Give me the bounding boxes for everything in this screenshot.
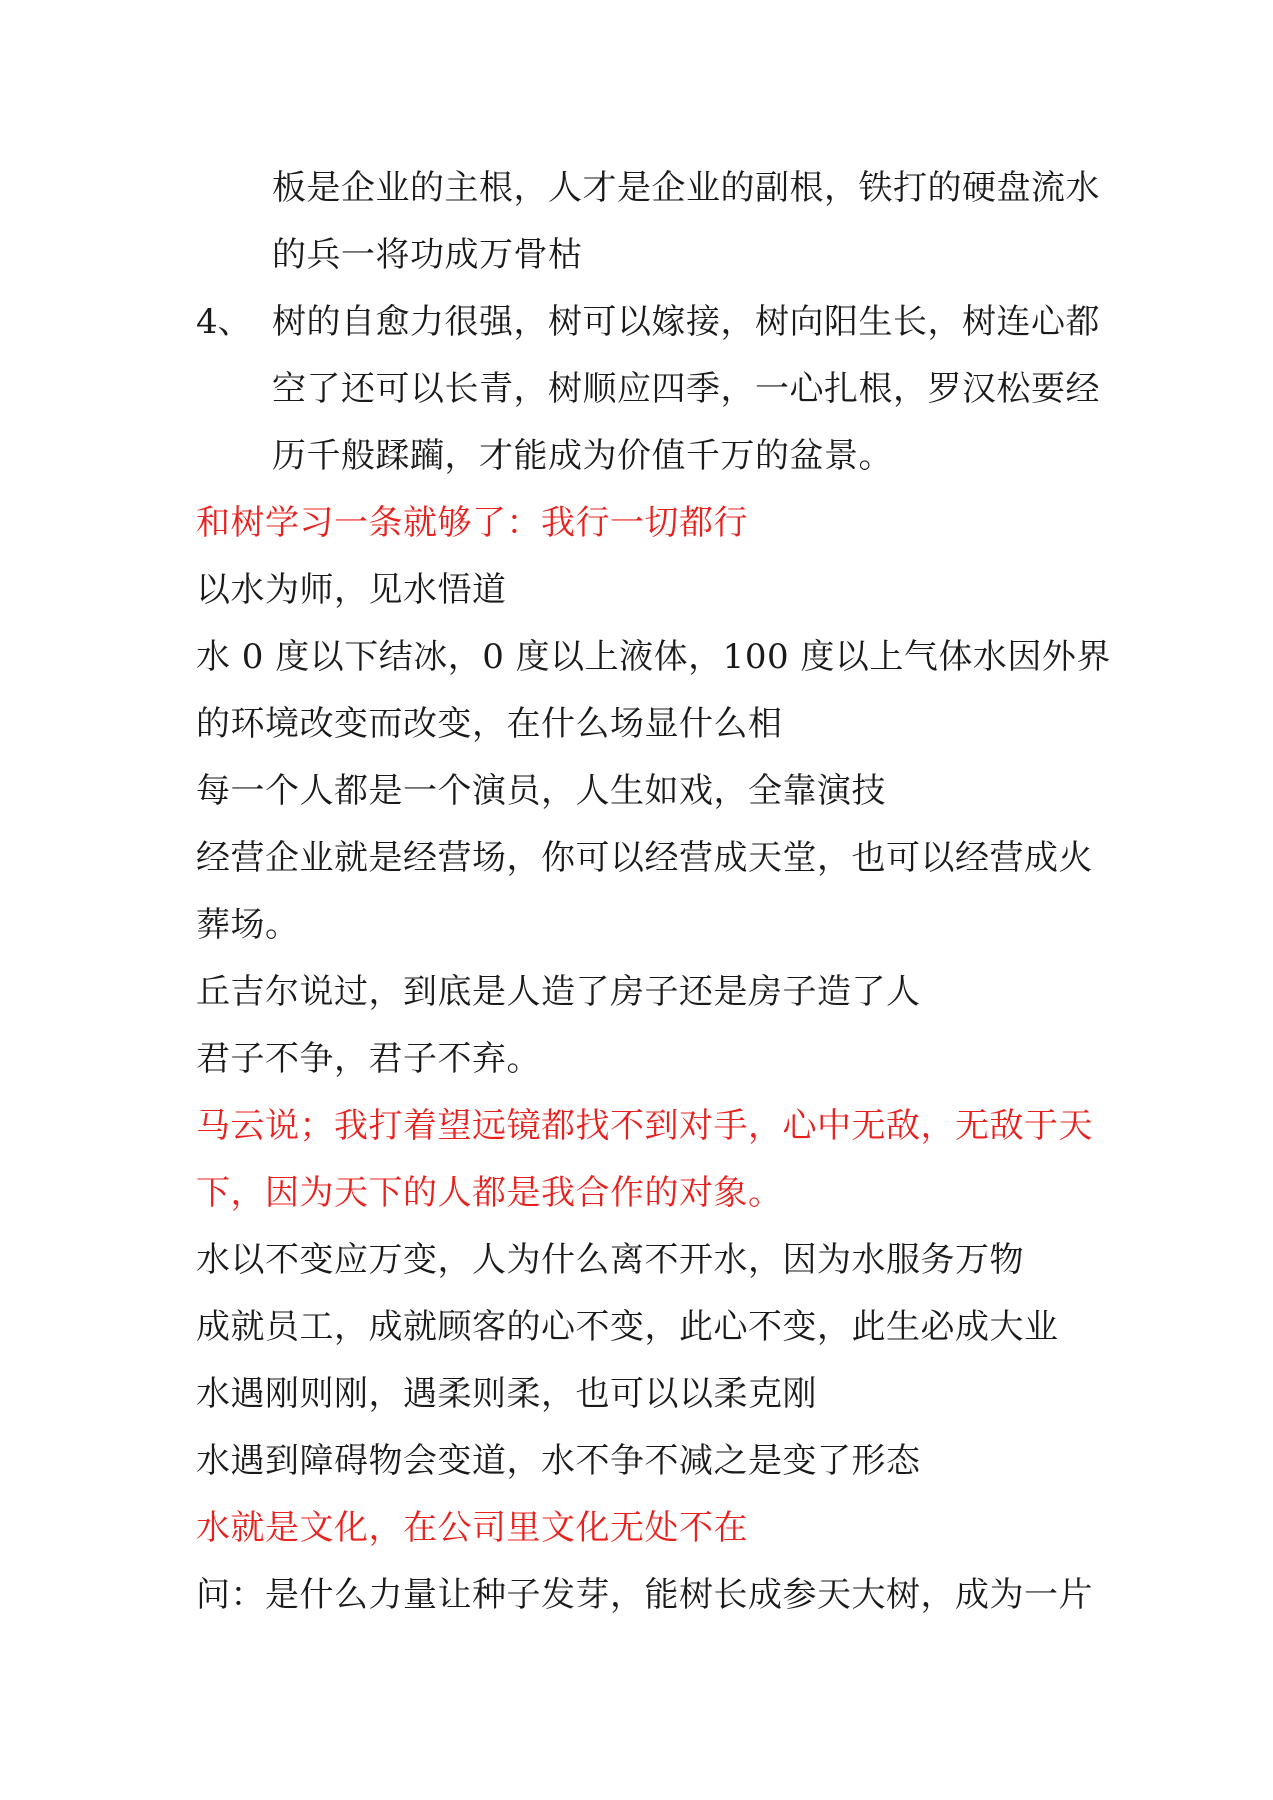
- highlight-line-4: 水就是文化，在公司里文化无处不在: [196, 1508, 748, 1548]
- highlight-line-3: 下，因为天下的人都是我合作的对象。: [196, 1173, 783, 1213]
- text-line-5: 历千般蹂躏，才能成为价值千万的盆景。: [272, 436, 893, 476]
- text-line-1: 板是企业的主根，人才是企业的副根，铁打的硬盘流水: [272, 168, 1100, 208]
- text-line-19: 水遇刚则刚，遇柔则柔，也可以以柔克刚: [196, 1374, 817, 1414]
- text-line-18: 成就员工，成就顾客的心不变，此心不变，此生必成大业: [196, 1307, 1059, 1347]
- text-line-2: 的兵一将功成万骨枯: [272, 235, 583, 275]
- text-line-4: 空了还可以长青，树顺应四季，一心扎根，罗汉松要经: [272, 369, 1100, 409]
- text-line-13: 丘吉尔说过，到底是人造了房子还是房子造了人: [196, 972, 921, 1012]
- text-line-3: 树的自愈力很强，树可以嫁接，树向阳生长，树连心都: [272, 302, 1100, 342]
- text-line-7: 以水为师，见水悟道: [196, 570, 507, 610]
- text-line-20: 水遇到障碍物会变道，水不争不减之是变了形态: [196, 1441, 921, 1481]
- text-line-8: 水 0 度以下结冰，0 度以上液体，100 度以上气体水因外界: [196, 637, 1111, 677]
- text-line-12: 葬场。: [196, 905, 300, 945]
- text-line-17: 水以不变应万变，人为什么离不开水，因为水服务万物: [196, 1240, 1024, 1280]
- text-line-14: 君子不争，君子不弃。: [196, 1039, 541, 1079]
- highlight-line-2: 马云说；我打着望远镜都找不到对手，心中无敌，无敌于天: [196, 1106, 1093, 1146]
- text-line-22: 问：是什么力量让种子发芽，能树长成参天大树，成为一片: [196, 1575, 1093, 1615]
- text-line-9: 的环境改变而改变，在什么场显什么相: [196, 704, 783, 744]
- text-line-10: 每一个人都是一个演员，人生如戏，全靠演技: [196, 771, 886, 811]
- list-number: 4、: [196, 302, 252, 342]
- text-line-11: 经营企业就是经营场，你可以经营成天堂，也可以经营成火: [196, 838, 1093, 878]
- highlight-line-1: 和树学习一条就够了：我行一切都行: [196, 503, 748, 543]
